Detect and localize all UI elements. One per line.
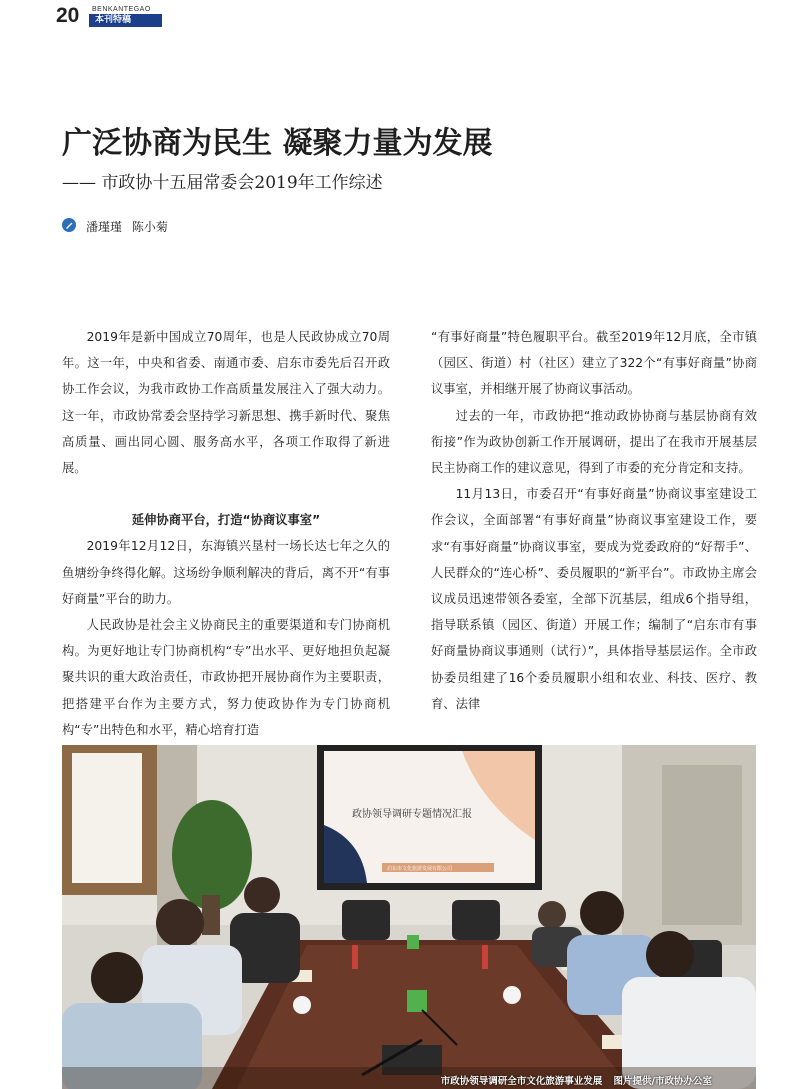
paragraph: 过去的一年，市政协把“推动政协协商与基层协商有效衔接”作为政协创新工作开展调研，提出了在我市开展基层民主协商工作的建议意见，得到了市委的充分肯定和支持。 [431,408,757,476]
right-column [431,324,757,717]
paragraph: 人民政协是社会主义协商民主的重要渠道和专门协商机构。为更好地让专门协商机构“专”出水平、更好地担负起凝聚共识的重大政治责任，市政协把开展协商作为主要职责，把搭建平台作为主要方式，努力使政协作为专门协商机构“专”出特色和水平，精心培育打造 [62,618,390,737]
paragraph: 2019年12月12日，东海镇兴垦村一场长达七年之久的鱼塘纷争终得化解。这场纷争顺利解决的背后，离不开“有事好商量”平台的助力。 [62,539,390,606]
screen-footer: 启东市文化旅游发展有限公司 [387,866,453,872]
screen-title: 政协领导调研专题情况汇报 [352,809,472,820]
paragraph: 2019年是新中国成立70周年，也是人民政协成立70周年。这一年，中央和省委、南通市委、启东市委先后召开政协工作会议，为我市政协工作高质量发展注入了强大动力。这一年，市政协常委会坚持学习新思想、携手新时代、聚焦高质量、画出同心圆、服务高水平，各项工作取得了新进展。 [62,330,390,476]
paragraph: 11月13日，市委召开“有事好商量”协商议事室建设工作会议，全面部署“有事好商量”协商议事室建设工作，要求“有事好商量”协商议事室，要成为党委政府的“好帮手”、人民群众的“连心桥”、委员履职的“新平台”。市政协主席会议成员迅速带领各委室，全部下沉基层，组成6个指导组，指导联系镇（园区、街道）开展工作；编制了“启东市有事好商量协商议事通则（试行）”，具体指导基层运作。全市政协委员组建了16个委员履职小组和农业、科技、医疗、教育、法律 [431,487,757,711]
photo-caption: 市政协领导调研全市文化旅游事业发展 图片提供/市政协办公室 [440,1076,712,1087]
pen-icon [62,218,76,232]
article-authors: 潘瑾瑾 陈小菊 [86,220,168,234]
meeting-photo [62,745,756,1089]
left-column [62,324,390,743]
paragraph-continuation: “有事好商量”特色履职平台。截至2019年12月底，全市镇（园区、街道）村（社区）建立了322个“有事好商量”协商议事室，并相继开展了协商议事活动。 [431,330,757,397]
page-number: 20 [56,4,80,27]
meeting-photo-illustration [62,745,756,1089]
article-subtitle: —— 市政协十五届常委会2019年工作综述 [62,173,383,193]
section-label-en: BENKANTEGAO [92,6,151,13]
article-title: 广泛协商为民生 凝聚力量为发展 [62,126,493,161]
section-label-cn: 本刊特稿 [89,14,162,27]
section-heading: 延伸协商平台，打造“协商议事室” [131,513,321,528]
